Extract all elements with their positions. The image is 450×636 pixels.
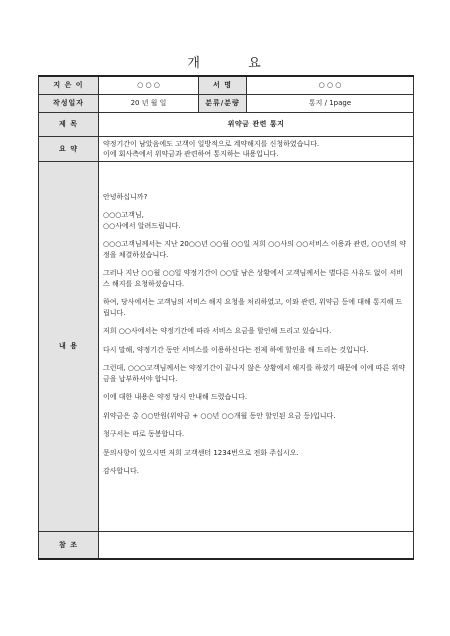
summary-label: 요 약 — [39, 136, 99, 161]
content-paragraph: 그러나 지난 ○○월 ○○일 약정기간이 ○○달 남은 상황에서 고객님께서는 별다른 사유도 없이 서비스 해지를 요청하셨습니다. — [103, 269, 404, 288]
summary-row — [39, 136, 414, 161]
category-value: 통지 / 1page — [247, 94, 414, 112]
content-paragraph: 청구서는 따로 동봉합니다. — [103, 430, 185, 438]
summary-line: 이에 회사측에서 위약금과 관련하여 통지하는 내용입니다. — [103, 149, 279, 158]
content-body — [99, 161, 414, 531]
subject-row — [39, 112, 414, 136]
content-label: 내 용 — [39, 161, 99, 531]
date-value: 20 년 월 일 — [99, 94, 199, 112]
overview-form — [38, 75, 414, 560]
summary-text — [99, 136, 414, 161]
category-label: 분류/분량 — [199, 94, 247, 112]
content-row — [39, 161, 414, 531]
signature-value: ○ ○ ○ — [247, 76, 414, 94]
content-paragraph: 위약금은 총 ○○만원(위약금 + ○○년 ○○개월 동안 할인된 요금 등)입니다. — [103, 411, 336, 420]
date-label: 작성일자 — [39, 94, 99, 112]
signature-label: 서 명 — [199, 76, 247, 94]
content-paragraph: 문의사항이 있으시면 저희 고객센터 1234번으로 전화 주십시오. — [103, 448, 299, 457]
author-row — [39, 76, 414, 94]
reference-value — [99, 531, 414, 559]
content-paragraph: 그런데, ○○○고객님께서는 약정기간이 끝나지 않은 상황에서 해지를 하셨기 때문에 이에 따른 위약금을 납부하셔야 합니다. — [103, 364, 405, 383]
content-paragraph: 이에 대한 내용은 약정 당시 안내해 드렸습니다. — [103, 393, 248, 401]
content-paragraph: 감사합니다. — [103, 467, 140, 475]
content-paragraph: ○○○고객님, ○○사에서 알려드립니다. — [103, 211, 181, 230]
author-value: ○ ○ ○ — [99, 76, 199, 94]
subject-value: 위약금 관련 통지 — [99, 112, 414, 136]
content-paragraph: 하여, 당사에서는 고객님의 서비스 해지 요청을 처리하였고, 이와 관련, 위약금 등에 대해 통지해 드립니다. — [103, 298, 403, 317]
document-title: 개 요 — [187, 56, 283, 71]
content-paragraph: ○○○고객님께서는 지난 20○○년 ○○월 ○○일 저희 ○○사의 ○○서비스 이용과 관련, ○○년의 약정을 체결하셨습니다. — [103, 240, 407, 259]
content-paragraph: 다시 말해, 약정기간 동안 서비스를 이용하신다는 전제 하에 할인을 해 드리는 것입니다. — [103, 345, 369, 354]
reference-label: 참 조 — [39, 531, 99, 559]
content-paragraph: 저희 ○○사에서는 약정기간에 따라 서비스 요금을 할인해 드리고 있습니다. — [103, 327, 332, 335]
content-paragraph: 안녕하십니까? — [103, 192, 148, 201]
date-row — [39, 94, 414, 112]
subject-label: 제 목 — [39, 112, 99, 136]
reference-row — [39, 531, 414, 559]
summary-line: 약정기간이 남았음에도 고객이 일방적으로 계약해지를 신청하였습니다. — [103, 139, 320, 148]
author-label: 지 은 이 — [39, 76, 99, 94]
